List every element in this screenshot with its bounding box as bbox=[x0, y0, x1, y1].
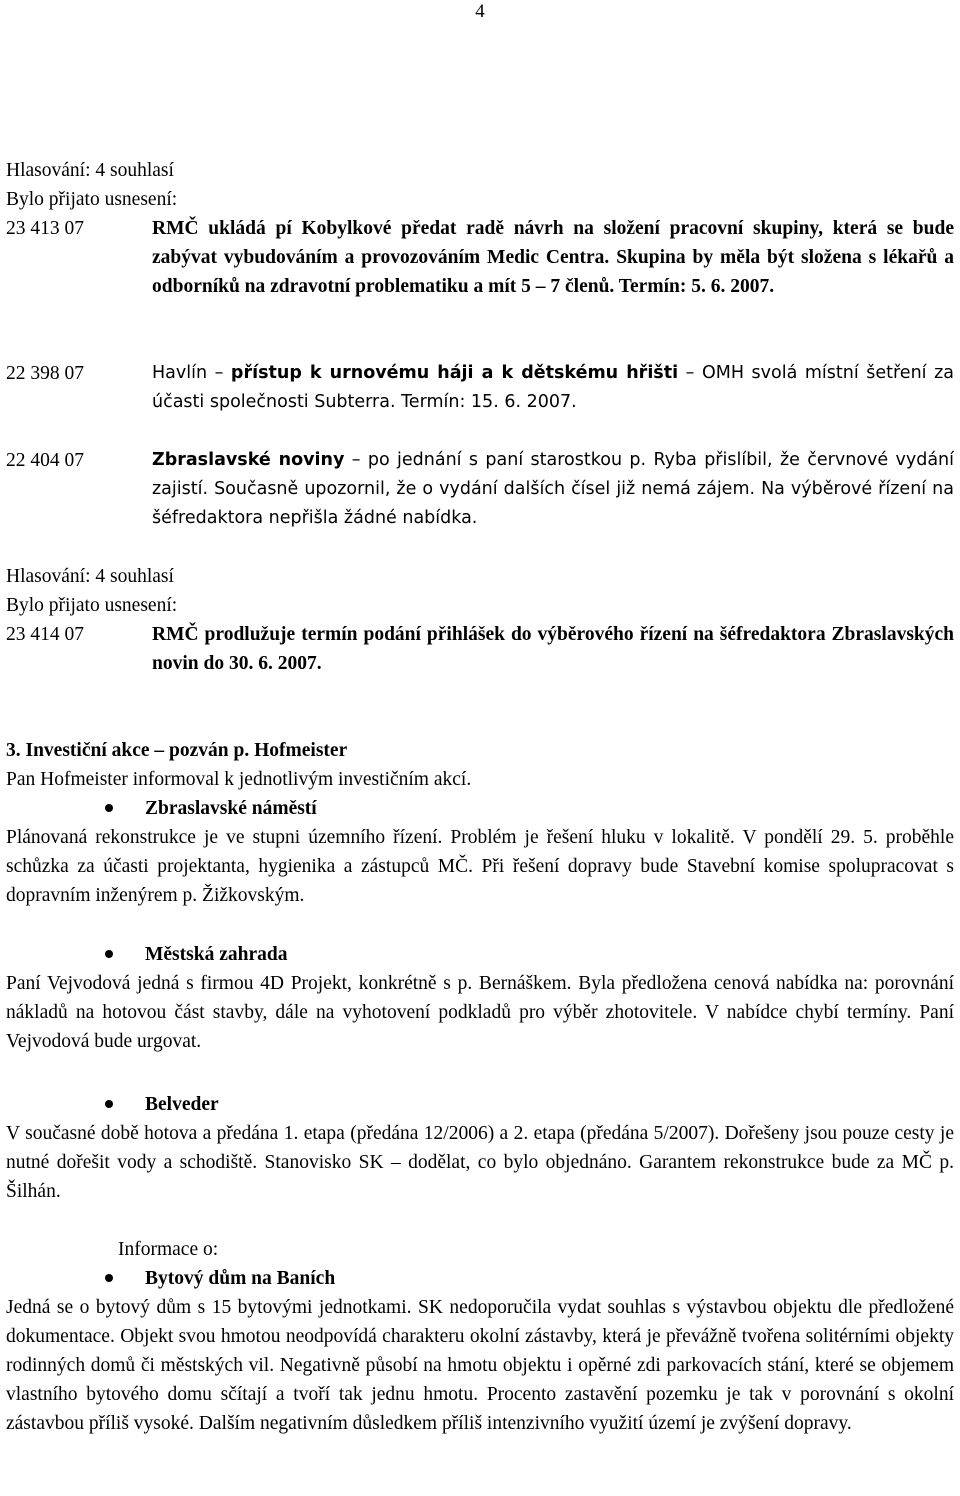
vote-result: Hlasování: 4 souhlasí bbox=[6, 160, 174, 181]
paragraph: Plánovaná rekonstrukce je ve stupni územního řízení. Problém je řešení hluku v lokalitě. V pondělí 29. 5. proběhle schůzka za účasti projektanta, hygienika a zástupců MČ. Při řešení dopravy bude Stavební komise spolupracovat s dopravním inženýrem p. Žižkovským. bbox=[6, 827, 954, 906]
item-detail: – po jednání s paní starostkou p. Ryba přislíbil, že červnové vydání zajistí. Současně upozornil, že o vydání dalších čísel již nemá zájem. Na výběrové řízení na šéfredaktora nepřišla žádné nabídka. bbox=[152, 450, 954, 528]
bullet-heading bbox=[105, 1264, 335, 1293]
bullet-heading bbox=[105, 1090, 219, 1119]
item-text bbox=[152, 446, 954, 533]
item-22-404-07 bbox=[6, 446, 954, 533]
paragraph: V současné době hotova a předána 1. etapa (předána 12/2006) a 2. etapa (předána 5/2007). Dořešeny jsou pouze cesty je nutné dořešit vody a schodiště. Stanovisko SK – dodělat, co bylo objednáno. Garantem rekonstrukce bude za MČ p. Šilhán. bbox=[6, 1123, 954, 1202]
resolution-number: 23 414 07 bbox=[6, 624, 84, 645]
resolution-23-414-07 bbox=[6, 620, 954, 678]
section-heading: 3. Investiční akce – pozván p. Hofmeister bbox=[6, 740, 348, 761]
bullet-icon bbox=[105, 804, 113, 812]
bullet-title: Zbraslavské náměstí bbox=[145, 798, 317, 819]
resolution-text: RMČ prodlužuje termín podání přihlášek do výběrového řízení na šéfredaktora Zbraslavských novin do 30. 6. 2007. bbox=[152, 624, 954, 674]
bullet-title: Bytový dům na Baních bbox=[145, 1268, 336, 1289]
bullet-icon bbox=[105, 1274, 113, 1282]
resolution-number: 23 413 07 bbox=[6, 218, 84, 239]
item-person: Havlín – bbox=[152, 363, 231, 383]
resolution-23-413-07 bbox=[6, 214, 954, 301]
bullet-icon bbox=[105, 950, 113, 958]
adopted-label: Bylo přijato usnesení: bbox=[6, 189, 178, 210]
section-intro: Pan Hofmeister informoval k jednotlivým investičním akcí. bbox=[6, 769, 472, 790]
item-number: 22 398 07 bbox=[6, 363, 84, 384]
adopted-label: Bylo přijato usnesení: bbox=[6, 595, 178, 616]
bullet-heading bbox=[105, 794, 317, 823]
item-subject: přístup k urnovému háji a k dětskému hřišti bbox=[230, 363, 679, 383]
page-number: 4 bbox=[475, 1, 485, 22]
item-text bbox=[152, 359, 954, 417]
item-22-398-07 bbox=[6, 359, 954, 417]
item-detail: – OMH svolá místní šetření za účasti společnosti Subterra. Termín: 15. 6. 2007. bbox=[152, 363, 954, 412]
bullet-title: Městská zahrada bbox=[145, 944, 288, 965]
resolution-text: RMČ ukládá pí Kobylkové předat radě návrh na složení pracovní skupiny, která se bude zabývat vybudováním a provozováním Medic Centra. Skupina by měla být složena s lékařů a odborníků na zdravotní problematiku a mít 5 – 7 členů. Termín: 5. 6. 2007. bbox=[152, 218, 954, 297]
info-heading: Informace o: bbox=[118, 1239, 219, 1260]
vote-result: Hlasování: 4 souhlasí bbox=[6, 566, 174, 587]
paragraph: Jedná se o bytový dům s 15 bytovými jednotkami. SK nedoporučila vydat souhlas s výstavbou objektu dle předložené dokumentace. Objekt svou hmotou neodpovídá charakteru okolní zástavby, která je převážně tvořena solitérními objekty rodinných domů či městských vil. Negativně působí na hmotu objektu i opěrné zdi parkovacích stání, které se objemem vlastního bytového domu sčítají a tvoří tak jednu hmotu. Procento zastavění pozemku je tak v porovnání s okolní zástavbou příliš vysoké. Dalším negativním důsledkem příliš intenzivního využití území je zvýšení dopravy. bbox=[6, 1297, 954, 1434]
paragraph: Paní Vejvodová jedná s firmou 4D Projekt, konkrétně s p. Bernáškem. Byla předložena cenová nabídka na: porovnání nákladů na hotovou část stavby, dále na vyhotovení podkladů pro výběr zhotovitele. V nabídce chybí termíny. Paní Vejvodová bude urgovat. bbox=[6, 973, 954, 1052]
item-subject: Zbraslavské noviny bbox=[152, 450, 345, 470]
bullet-title: Belveder bbox=[145, 1094, 219, 1115]
bullet-icon bbox=[105, 1100, 113, 1108]
item-number: 22 404 07 bbox=[6, 450, 84, 471]
bullet-heading bbox=[105, 940, 287, 969]
